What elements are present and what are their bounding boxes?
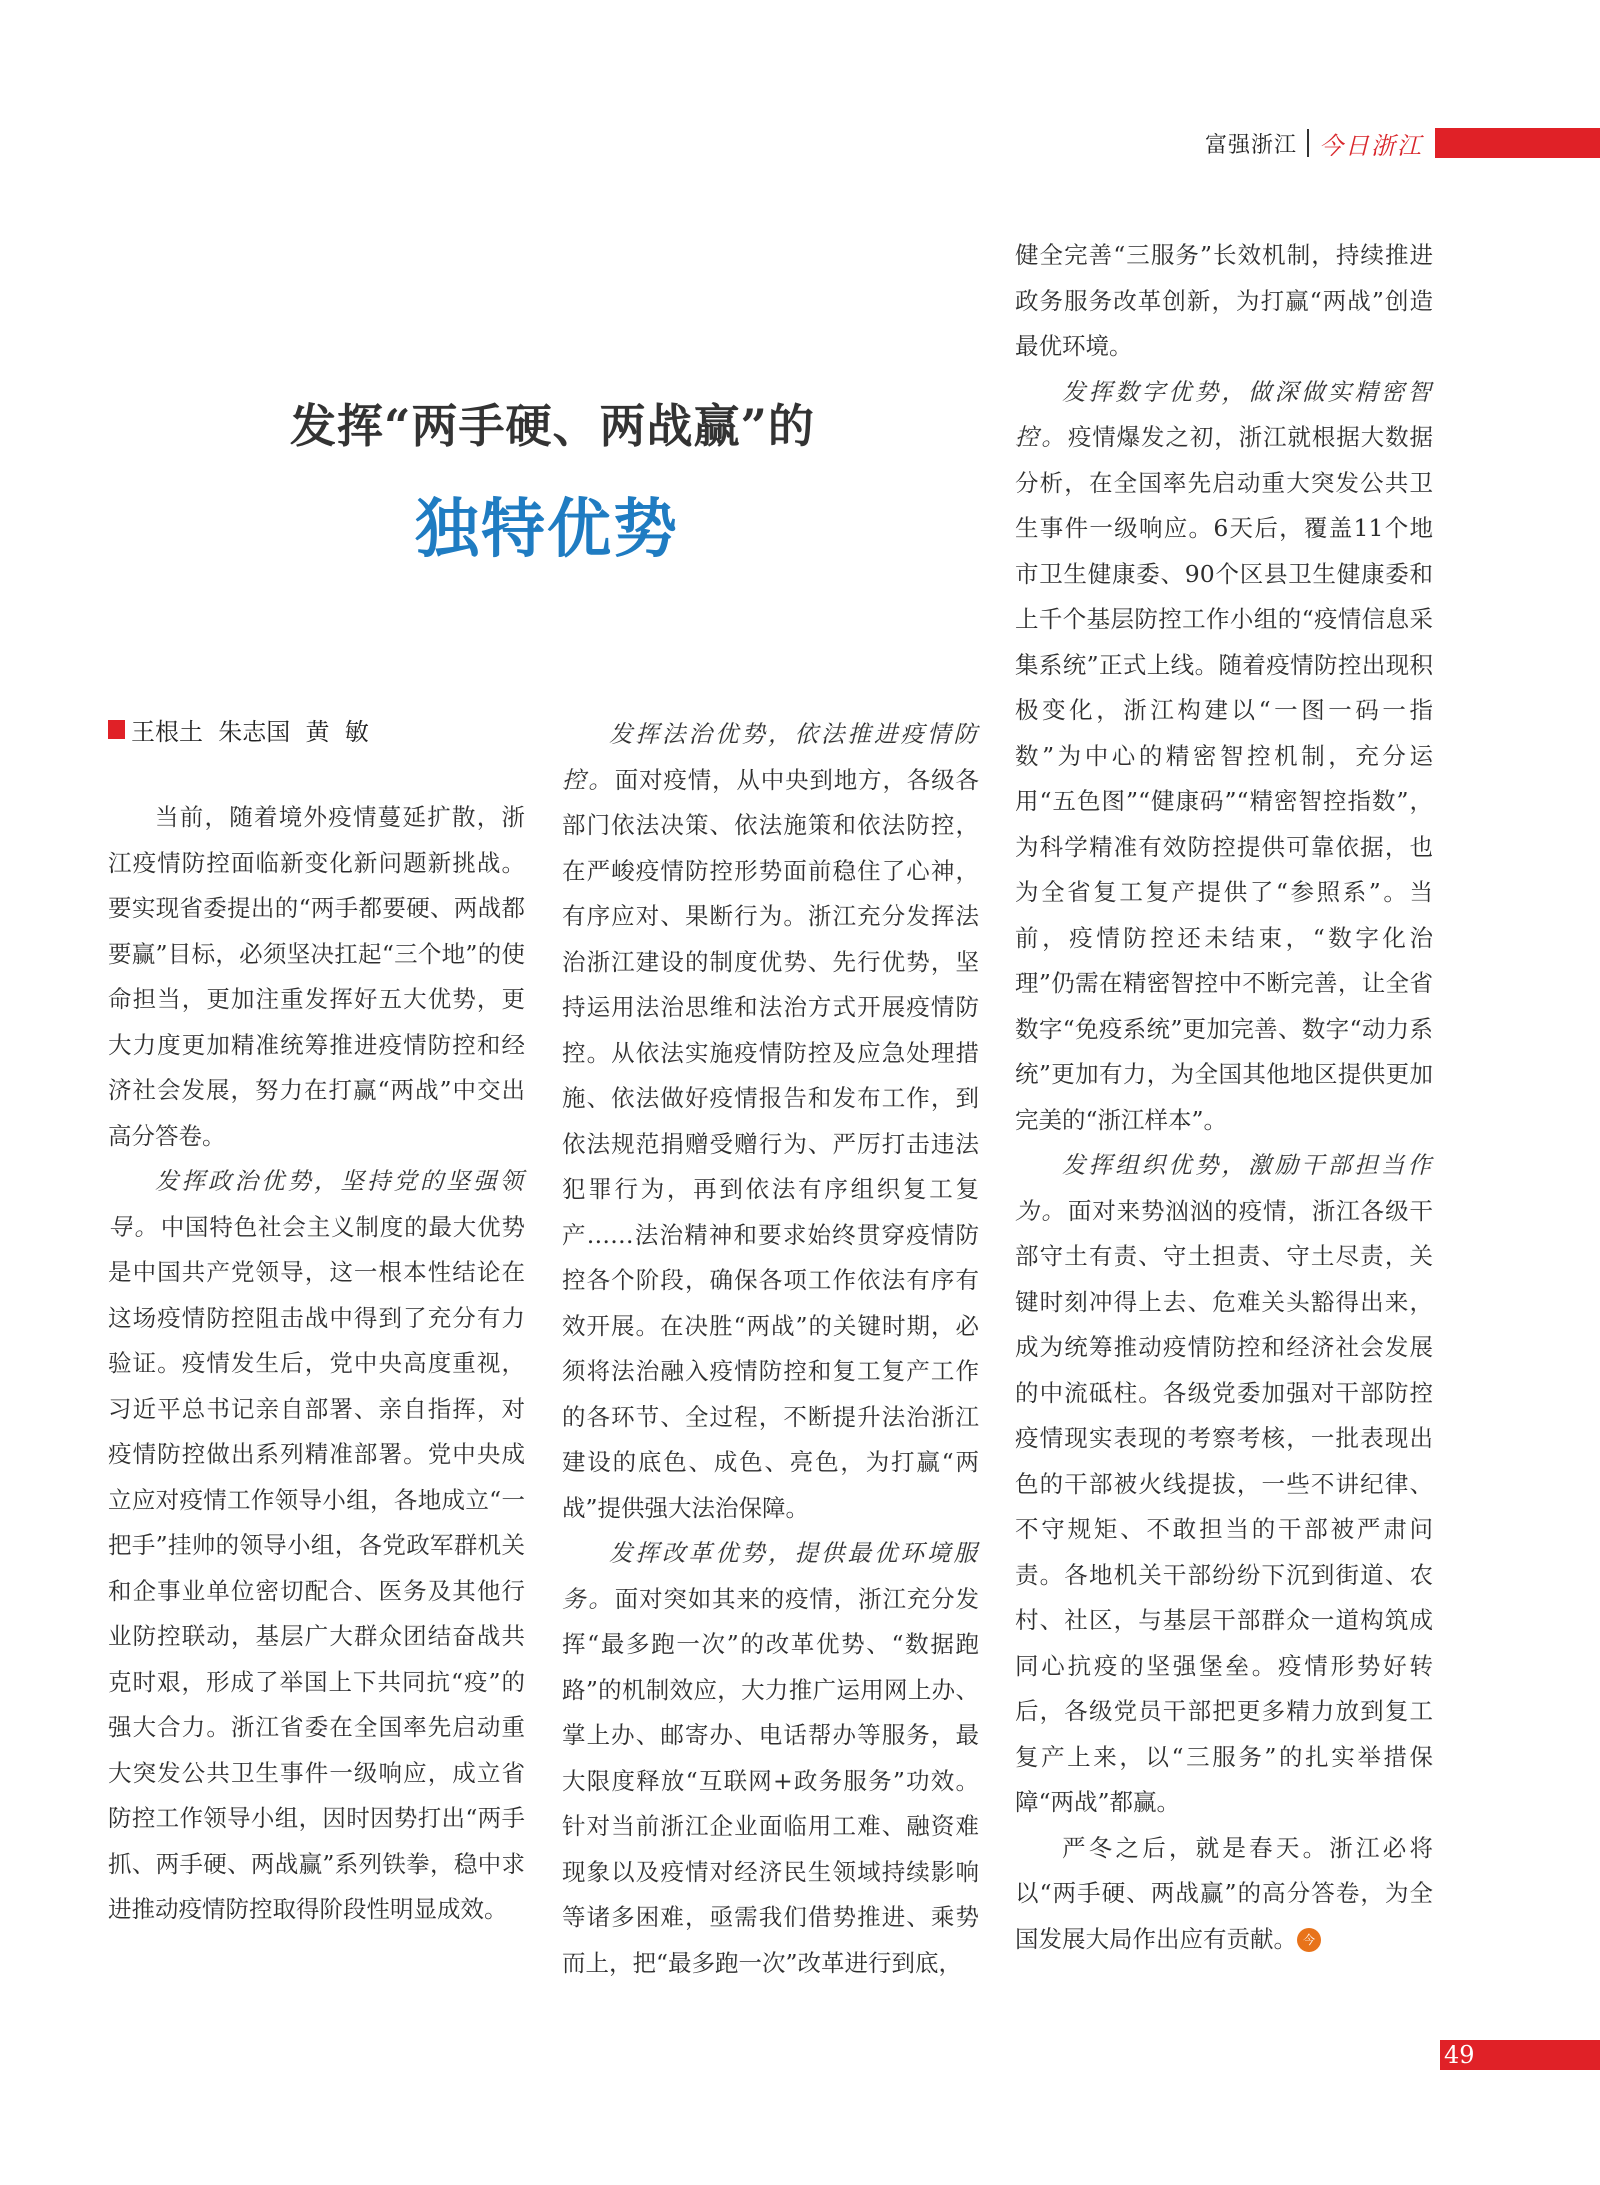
footer-red-bar: [1440, 2040, 1600, 2070]
article-title-line1: 发挥“两手硬、两战赢”的: [290, 399, 815, 453]
article-authors: [108, 712, 369, 747]
paragraph: [562, 712, 979, 1531]
section-label: 富强浙江: [1204, 132, 1297, 158]
paragraph-body: 面对突如其来的疫情，浙江充分发挥“最多跑一次”的改革优势、“数据跑路”的机制效应，大力推广运用网上办、掌上办、邮寄办、电话帮办等服务，最大限度释放“互联网+政务服务”功效。针对当前浙江企业面临用工难、融资难现象以及疫情对经济民生领域持续影响等诸多困难，亟需我们借势推进、乘势而上，把“最多跑一次”改革进行到底，: [562, 1584, 979, 1977]
running-header: [1205, 128, 1600, 158]
paragraph-lead: 发挥改革优势，提供最优环境服务。: [562, 1539, 979, 1613]
paragraph: [1015, 370, 1433, 1144]
paragraph: [108, 1159, 525, 1933]
paragraph: [1015, 1826, 1433, 1963]
text-column-2: [562, 712, 979, 1986]
text-column-3: [1015, 233, 1433, 1962]
paragraph-lead: 发挥政治优势，坚持党的坚强领导。: [108, 1167, 525, 1241]
text-column-1: [108, 795, 525, 1933]
paragraph-body: 疫情爆发之初，浙江就根据大数据分析，在全国率先启动重大突发公共卫生事件一级响应。6天后，覆盖11个地市卫生健康委、90个区县卫生健康委和上千个基层防控工作小组的“疫情信息采集系统”正式上线。随着疫情防控出现积极变化，浙江构建以“一图一码一指数”为中心的精密智控机制，充分运用“五色图”“健康码”“精密智控指数”，为科学精准有效防控提供可靠依据，也为全省复工复产提供了“参照系”。当前，疫情防控还未结束，“数字化治理”仍需在精密智控中不断完善，让全省数字“免疫系统”更加完善、数字“动力系统”更加有力，为全国其他地区提供更加完美的“浙江样本”。: [1015, 423, 1433, 1134]
author-names: 王根土 朱志国 黄 敏: [131, 718, 369, 746]
paragraph-body: 中国特色社会主义制度的最大优势是中国共产党领导，这一根本性结论在这场疫情防控阻击战中得到了充分有力验证。疫情发生后，党中央高度重视，习近平总书记亲自部署、亲自指挥，对疫情防控做出系列精准部署。党中央成立应对疫情工作领导小组，各地成立“一把手”挂帅的领导小组，各党政军群机关和企事业单位密切配合、医务及其他行业防控联动，基层广大群众团结奋战共克时艰，形成了举国上下共同抗“疫”的强大合力。浙江省委在全国率先启动重大突发公共卫生事件一级响应，成立省防控工作领导小组，因时因势打出“两手抓、两手硬、两战赢”系列铁拳，稳中求进推动疫情防控取得阶段性明显成效。: [108, 1212, 525, 1923]
header-red-bar: [1435, 128, 1600, 158]
article-title-line2: 独特优势: [415, 492, 679, 567]
paragraph: 健全完善“三服务”长效机制，持续推进政务服务改革创新，为打赢“两战”创造最优环境。: [1015, 241, 1433, 360]
paragraph-body: 面对疫情，从中央到地方，各级各部门依法决策、依法施策和依法防控，在严峻疫情防控形势面前稳住了心神，有序应对、果断行为。浙江充分发挥法治浙江建设的制度优势、先行优势，坚持运用法治思维和法治方式开展疫情防控。从依法实施疫情防控及应急处理措施、依法做好疫情报告和发布工作，到依法规范捐赠受赠行为、严厉打击违法犯罪行为，再到依法有序组织复工复产……法治精神和要求始终贯穿疫情防控各个阶段，确保各项工作依法有序有效开展。在决胜“两战”的关键时期，必须将法治融入疫情防控和复工复产工作的各环节、全过程，不断提升法治浙江建设的底色、成色、亮色，为打赢“两战”提供强大法治保障。: [562, 765, 979, 1522]
paragraph-body: 严冬之后，就是春天。浙江必将以“两手硬、两战赢”的高分答卷，为全国发展大局作出应有贡献。: [1015, 1833, 1433, 1953]
magazine-logo: 今日浙江: [1319, 131, 1423, 160]
author-marker-icon: [108, 720, 125, 739]
paragraph-lead: 发挥数字优势，做深做实精密智控。: [1015, 377, 1433, 451]
header-divider: [1307, 129, 1309, 157]
paragraph-body: 面对来势汹汹的疫情，浙江各级干部守土有责、守土担责、守土尽责，关键时刻冲得上去、危难关头豁得出来，成为统筹推动疫情防控和经济社会发展的中流砥柱。各级党委加强对干部防控疫情现实表现的考察考核，一批表现出色的干部被火线提拔，一些不讲纪律、不守规矩、不敢担当的干部被严肃问责。各地机关干部纷纷下沉到街道、农村、社区，与基层干部群众一道构筑成同心抗疫的坚强堡垒。疫情形势好转后，各级党员干部把更多精力放到复工复产上来，以“三服务”的扎实举措保障“两战”都赢。: [1015, 1196, 1433, 1816]
end-mark-icon: 今: [1297, 1928, 1321, 1952]
paragraph-lead: 发挥法治优势，依法推进疫情防控。: [562, 720, 979, 794]
page-number: 49: [1444, 2041, 1475, 2069]
paragraph: [562, 1531, 979, 1986]
paragraph-lead: 发挥组织优势，激励干部担当作为。: [1015, 1151, 1433, 1225]
paragraph: 当前，随着境外疫情蔓延扩散，浙江疫情防控面临新变化新问题新挑战。要实现省委提出的“两手都要硬、两战都要赢”目标，必须坚决扛起“三个地”的使命担当，更加注重发挥好五大优势，更大力度更加精准统筹推进疫情防控和经济社会发展，努力在打赢“两战”中交出高分答卷。: [108, 803, 525, 1150]
paragraph: [1015, 1143, 1433, 1826]
